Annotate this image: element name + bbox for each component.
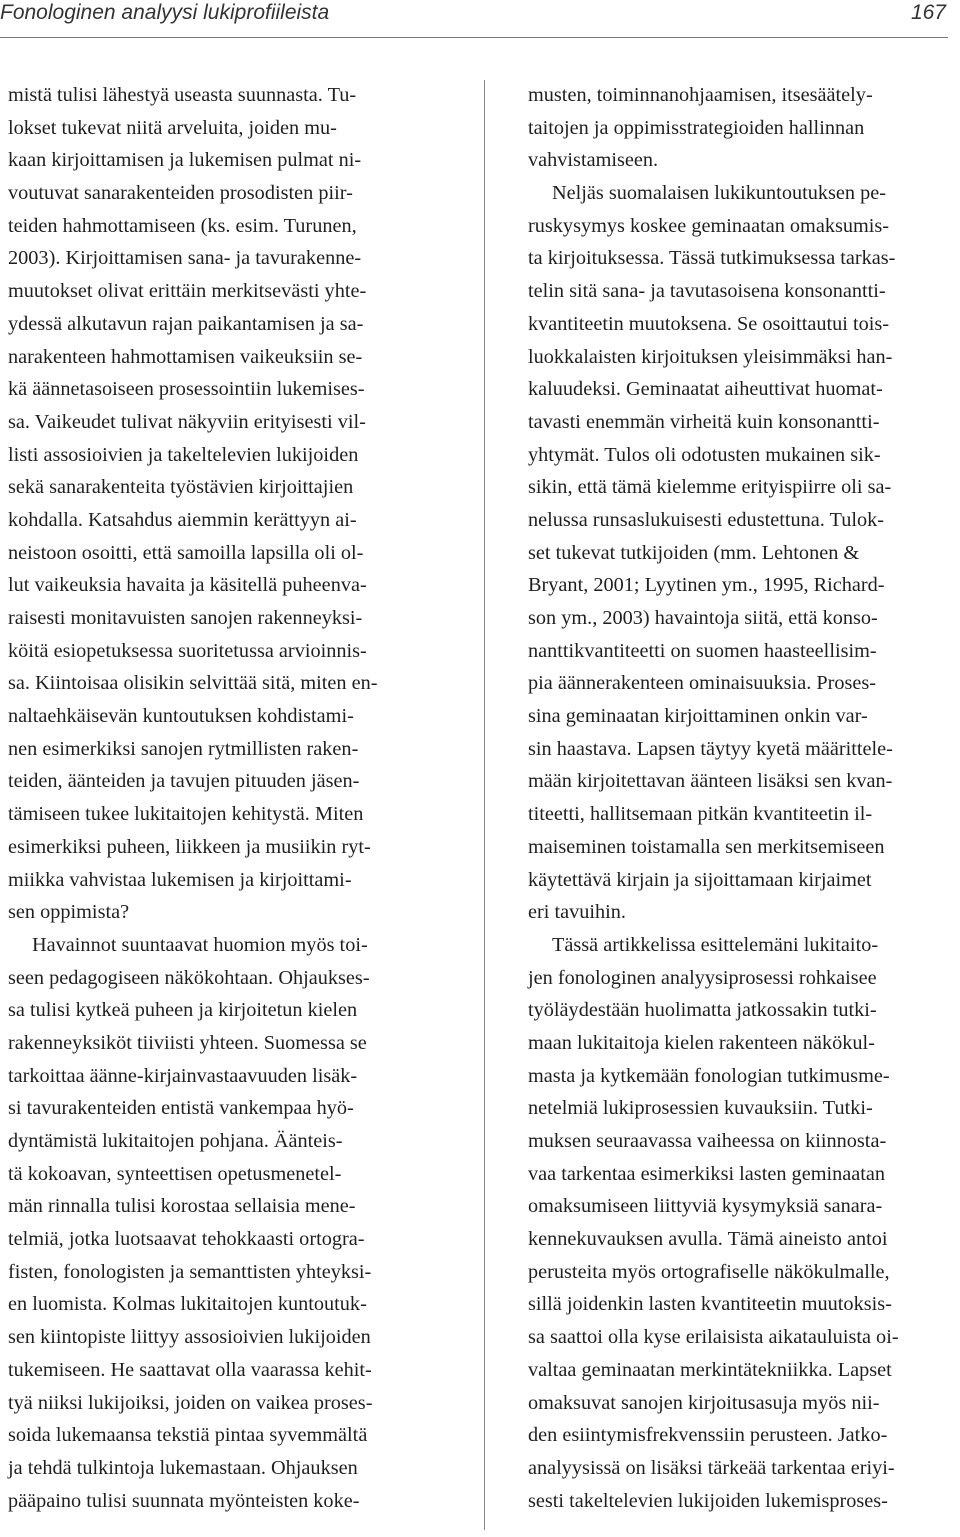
text-line: Tässä artikkelissa esittelemäni lukitaito- [552,933,879,956]
text-line: naltaehkäisevän kuntoutuksen kohdistami- [8,705,354,728]
header-divider [0,37,948,38]
text-line: maiseminen toistamalla sen merkitsemiseen [528,835,885,858]
text-line: jen fonologinen analyysiprosessi rohkaisee [528,966,877,989]
left-text-column [8,79,440,1517]
text-line: dyntämistä lukitaitojen pohjana. Äänteis- [8,1130,343,1152]
text-line: käytettävä kirjain ja sijoittamaan kirjaimet [528,868,872,891]
text-line: mistä tulisi lähestyä useasta suunnasta. Tu- [8,84,357,106]
text-line: listi assosioivien ja takeltelevien lukijoiden [8,443,359,466]
text-line: soida lukemaansa tekstiä pintaa syvemmältä [8,1424,368,1447]
text-line: lokset tukevat niitä arveluita, joiden mu- [8,116,337,139]
text-line: sillä joidenkin lasten kvantiteetin muutoksis- [528,1293,892,1316]
text-line: sesti takeltelevien lukijoiden lukemisproses- [528,1489,888,1512]
text-line: ydessä alkutavun rajan paikantamisen ja sa- [8,312,364,335]
page-number: 167 [910,1,946,24]
text-line: raisesti monitavuisten sanojen rakenneyksi- [8,607,363,629]
text-line: ta kirjoituksessa. Tässä tutkimuksessa tarkas- [528,247,896,270]
text-line: kaluudeksi. Geminaatat aiheuttivat huomat- [528,378,883,401]
text-line: Bryant, 2001; Lyytinen ym., 1995, Richard- [528,574,885,597]
text-line: en luomista. Kolmas lukitaitojen kuntoutuk- [8,1293,367,1316]
text-line: kvantiteetin muutoksena. Se osoittautui tois- [528,312,890,335]
text-line: masta ja kytkemään fonologian tutkimusme- [528,1064,890,1087]
text-line: neistoon osoitti, että samoilla lapsilla oli ol- [8,541,364,564]
text-line: sa. Kiintoisaa olisikin selvittää sitä, miten en- [8,672,378,695]
text-line: ruskysymys koskee geminaatan omaksumis- [528,214,890,237]
text-line: tä kokoavan, synteettisen opetusmenetel- [8,1162,342,1185]
text-line: työläydestään huolimatta jatkossakin tutki- [528,999,877,1022]
text-line: tukemiseen. He saattavat olla vaarassa kehit- [8,1358,372,1381]
text-line: tarkoittaa äänne-kirjainvastaavuuden lisäk- [8,1064,358,1087]
text-line: sen kiintopiste liittyy assosioivien lukijoiden [8,1326,371,1349]
page-header [0,0,960,46]
running-header-title: Fonologinen analyysi lukiprofiileista [0,1,330,24]
text-line: teiden hahmottamiseen (ks. esim. Turunen, [8,214,357,237]
text-line: vaa tarkentaa esimerkiksi lasten geminaatan [528,1162,886,1185]
text-line: vahvistamiseen. [528,149,659,172]
text-line: tämiseen tukee lukitaitojen kehitystä. Miten [8,803,364,826]
text-line: sina geminaatan kirjoittaminen onkin var- [528,705,868,728]
text-line: nelussa runsaslukuisesti edustettuna. Tulok- [528,508,885,531]
text-line: tavasti enemmän virheitä kuin konsonantti- [528,410,880,433]
text-line: perusteita myös ortografiselle näkökulmalle, [528,1260,890,1283]
column-divider [484,80,485,1530]
text-line: sa. Vaikeudet tulivat näkyviin erityisesti vil- [8,410,366,433]
text-line: yhtymät. Tulos oli odotusten mukainen sik- [528,443,881,466]
text-line: pia äännerakenteen ominaisuuksia. Proses- [528,672,877,695]
text-line: seen pedagogiseen näkökohtaan. Ohjaukses- [8,966,370,989]
text-line: kennekuvauksen avulla. Tämä aineisto antoi [528,1228,888,1251]
text-line: musten, toiminnanohjaamisen, itsesäätely- [528,84,873,106]
text-line: taitojen ja oppimisstrategioiden hallinnan [528,116,865,139]
text-line: fisten, fonologisten ja semanttisten yhteyksi- [8,1260,372,1283]
text-line: den esiintymisfrekvenssiin perusteen. Jatko- [528,1424,888,1447]
text-line: sin haastava. Lapsen täytyy kyetä määrittele- [528,737,893,760]
text-line: kaan kirjoittamisen ja lukemisen pulmat ni- [8,149,362,172]
text-line: esimerkiksi puheen, liikkeen ja musiikin ryt- [8,835,371,858]
text-line: kä äännetasoiseen prosessointiin lukemises- [8,378,365,401]
text-line: Neljäs suomalaisen lukikuntoutuksen pe- [552,182,887,205]
text-line: omaksuvat sanojen kirjoitusasuja myös nii- [528,1391,880,1414]
text-line: miikka vahvistaa lukemisen ja kirjoittami- [8,868,352,891]
right-text-column [528,79,960,1517]
text-line: maan lukitaitoja kielen rakenteen näkökul- [528,1031,875,1054]
text-line: telmiä, jotka luotsaavat tehokkaasti ortogra- [8,1228,365,1251]
text-line: rakenneyksiköt tiiviisti yhteen. Suomessa se [8,1031,367,1054]
text-line: netelmiä lukiprosessien kuvauksiin. Tutki- [528,1097,873,1120]
text-line: si tavurakenteiden entistä vankempaa hyö- [8,1097,354,1120]
text-line: telin sitä sana- ja tavutasoisena konsonantti- [528,280,886,303]
text-line: valtaa geminaatan merkintätekniikka. Lapset [528,1358,892,1381]
text-line: sa tulisi kytkeä puheen ja kirjoitetun kielen [8,999,358,1022]
text-line: 2003). Kirjoittamisen sana- ja tavurakenne- [8,247,362,270]
text-line: omaksumiseen liittyviä kysymyksiä sanara- [528,1195,883,1218]
text-line: set tukevat tutkijoiden (mm. Lehtonen & [528,541,860,564]
text-line: män rinnalla tulisi korostaa sellaisia mene- [8,1195,356,1218]
text-line: voutuvat sanarakenteiden prosodisten piir- [8,182,353,205]
text-line: Havainnot suuntaavat huomion myös toi- [32,933,368,956]
text-line: teiden, äänteiden ja tavujen pituuden jäsen- [8,770,360,793]
text-line: nanttikvantiteetti on suomen haasteellisim- [528,639,877,662]
text-line: eri tavuihin. [528,901,626,924]
text-line: luokkalaisten kirjoituksen yleisimmäksi han- [528,345,893,368]
text-line: muutokset olivat erittäin merkitsevästi yhte- [8,280,367,303]
text-line: narakenteen hahmottamisen vaikeuksiin se- [8,345,363,368]
text-line: sekä sanarakenteita työstävien kirjoittajien [8,476,354,499]
text-line: kohdalla. Katsahdus aiemmin kerättyyn ai- [8,508,357,531]
text-line: nen esimerkiksi sanojen rytmillisten raken- [8,737,359,760]
text-line: pääpaino tulisi suunnata myönteisten koke- [8,1489,360,1512]
text-line: sen oppimista? [8,901,130,924]
text-line: titeetti, hallitsemaan pitkän kvantiteetin il- [528,803,873,826]
text-line: muksen seuraavassa vaiheessa on kiinnosta- [528,1130,887,1152]
text-line: lut vaikeuksia havaita ja käsitellä puheenva- [8,574,367,597]
text-line: tyä niiksi lukijoiksi, joiden on vaikea proses- [8,1391,373,1414]
text-line: köitä esiopetuksessa suoritetussa arvioinnis- [8,639,367,662]
text-line: son ym., 2003) havaintoja siitä, että konso- [528,607,878,629]
text-line: sa saattoi olla kyse erilaisista aikatauluista oi- [528,1326,899,1349]
text-line: ja tehdä tulkintoja lukemastaan. Ohjauksen [8,1456,358,1479]
text-line: mään kirjoitettavan äänteen lisäksi sen kvan- [528,770,893,793]
text-line: analyysissä on lisäksi tärkeää tarkentaa eriyi- [528,1456,895,1479]
text-line: sikin, että tämä kielemme erityispiirre oli sa- [528,476,892,499]
